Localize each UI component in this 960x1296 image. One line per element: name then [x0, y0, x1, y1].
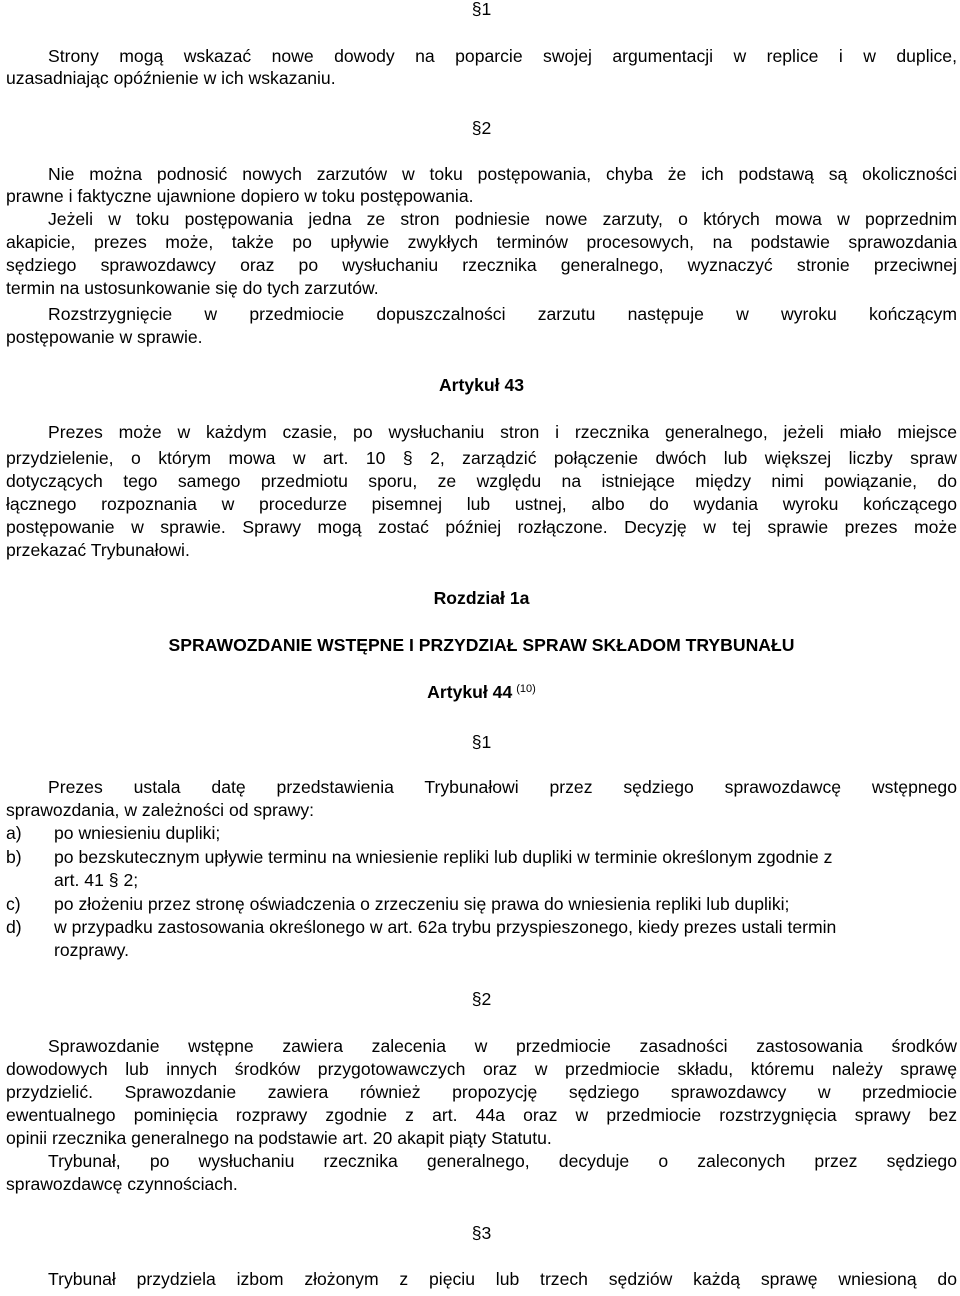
text-line: łącznego rozpoznania w procedurze pisemnej lub ustnej, albo do wydania wyroku kończącego [6, 494, 957, 514]
text-line: prawne i faktyczne ujawnione dopiero w toku postępowania. [6, 186, 474, 206]
text-line: termin na ustosunkowanie się do tych zarzutów. [6, 278, 379, 298]
text-line: Jeżeli w toku postępowania jedna ze stron podniesie nowe zarzuty, o których mowa w poprzednim [48, 209, 957, 229]
text-line: Trybunał przydziela izbom złożonym z pięciu lub trzech sędziów każdą sprawę wniesioną do [48, 1269, 957, 1289]
text-line: postępowanie w sprawie. [6, 327, 203, 347]
article-44-heading [6, 681, 957, 703]
section-mark-1: §1 [471, 0, 492, 19]
text-line: przekazać Trybunałowi. [6, 540, 190, 560]
footnote-reference: (10) [516, 683, 536, 695]
section-mark-2: §2 [471, 118, 492, 138]
text-line: sprawozdawcę czynnościach. [6, 1174, 238, 1194]
list-marker: b) [6, 847, 22, 867]
list-item-text: po wniesieniu dupliki; [54, 823, 221, 843]
list-marker: a) [6, 823, 22, 843]
text-line: postępowanie w sprawie. Sprawy mogą zostać później rozłączone. Decyzję w tej sprawie prezes może [6, 517, 957, 537]
list-item-text: po bezskutecznym upływie terminu na wniesienie repliki lub dupliki w terminie określonym zgodnie z [54, 847, 833, 867]
text-line: opinii rzecznika generalnego na podstawie art. 20 akapit piąty Statutu. [6, 1128, 552, 1148]
text-line: Nie można podnosić nowych zarzutów w toku postępowania, chyba że ich podstawą są okoliczności [48, 164, 957, 184]
text-line: sprawozdania, w zależności od sprawy: [6, 800, 315, 820]
list-marker: d) [6, 917, 22, 937]
section-mark-3: §3 [471, 1223, 492, 1243]
article-44-title: Artykuł 44 [427, 682, 513, 702]
text-line: Trybunał, po wysłuchaniu rzecznika generalnego, decyduje o zaleconych przez sędziego [48, 1151, 957, 1171]
text-line: ewentualnego pominięcia rozprawy zgodnie z art. 44a oraz w przedmiocie rozstrzygnięcia sprawy bez [6, 1105, 957, 1125]
text-line: dowodowych lub innych środków przygotowawczych oraz w przedmiocie składu, któremu należy sprawę [6, 1059, 957, 1079]
text-line: uzasadniając opóźnienie w ich wskazaniu. [6, 68, 336, 88]
text-line: Prezes może w każdym czasie, po wysłuchaniu stron i rzecznika generalnego, jeżeli miało miejsce [48, 422, 957, 442]
list-item-text: w przypadku zastosowania określonego w art. 62a trybu przyspieszonego, kiedy prezes ustali termin [54, 917, 837, 937]
chapter-title: Rozdział 1a [433, 588, 530, 608]
list-item-text: po złożeniu przez stronę oświadczenia o zrzeczeniu się prawa do wniesienia repliki lub dupliki; [54, 894, 790, 914]
section-mark-1: §1 [471, 732, 492, 752]
text-line: Rozstrzygnięcie w przedmiocie dopuszczalności zarzutu następuje w wyroku kończącym [48, 304, 957, 324]
section-mark-2: §2 [471, 989, 492, 1009]
text-line: Prezes ustala datę przedstawienia Trybunałowi przez sędziego sprawozdawcę wstępnego [48, 777, 957, 797]
text-line: Strony mogą wskazać nowe dowody na poparcie swojej argumentacji w replice i w duplice, [48, 46, 957, 66]
list-item-text: rozprawy. [54, 940, 129, 960]
text-line: dotyczących tego samego przedmiotu sporu, ze względu na istniejące między nimi powiązanie, do [6, 471, 957, 491]
chapter-subtitle: SPRAWOZDANIE WSTĘPNE I PRZYDZIAŁ SPRAW SKŁADOM TRYBUNAŁU [168, 635, 795, 655]
text-line: akapicie, prezes może, także po upływie zwykłych terminów procesowych, na podstawie sprawozdania [6, 232, 957, 252]
text-line: Sprawozdanie wstępne zawiera zalecenia w przedmiocie zasadności zastosowania środków [48, 1036, 957, 1056]
article-43-heading: Artykuł 43 [438, 375, 525, 395]
list-item-text: art. 41 § 2; [54, 870, 139, 890]
text-line: przydzielić. Sprawozdanie zawiera również propozycję sędziego sprawozdawcy w przedmiocie [6, 1082, 957, 1102]
text-line: sędziego sprawozdawcy oraz po wysłuchaniu rzecznika generalnego, wyznaczyć stronie przeciwnej [6, 255, 957, 275]
list-marker: c) [6, 894, 21, 914]
text-line: przydzielenie, o którym mowa w art. 10 § 2, zarządzić połączenie dwóch lub większej liczby spraw [6, 448, 957, 468]
